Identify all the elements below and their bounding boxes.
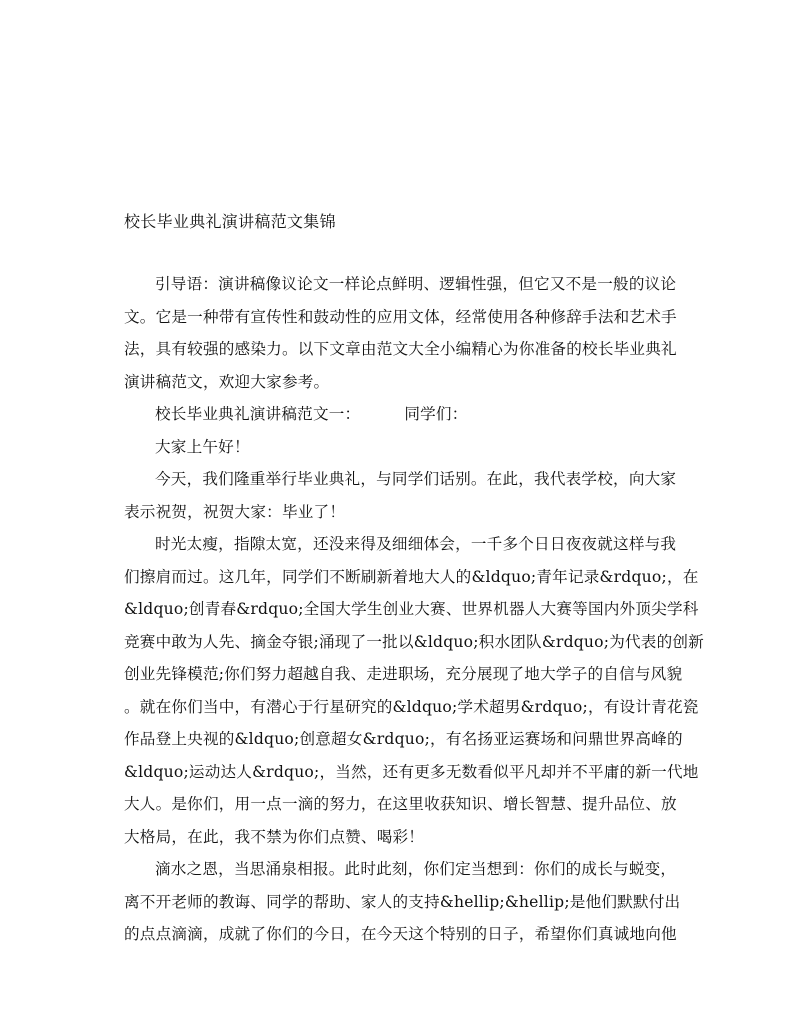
text-line: 大格局，在此，我不禁为你们点赞、喝彩！ [124,827,425,846]
greeting-line: 大家上午好！ [155,437,250,456]
text-line: 引导语：演讲稿像议论文一样论点鲜明、逻辑性强，但它又不是一般的议论 [155,275,677,293]
document-body [124,268,704,951]
text-line: 文。它是一种带有宣传性和鼓动性的应用文体，经常使用各种修辞手法和艺术手 [124,307,677,326]
text-line: 法，具有较强的感染力。以下文章由范文大全小编精心为你准备的校长毕业典礼 [124,340,677,358]
text-line: 们擦肩而过。这几年，同学们不断刷新着地大人的&ldquo;青年记录&rdquo;，在 [124,567,699,586]
text-line: 的点点滴滴，成就了你们的今日，在今天这个特别的日子，希望你们真诚地向他 [124,925,677,943]
text-line-heading-row [124,398,684,431]
text-line: 竞赛中敢为人先、摘金夺银;涌现了一批以&ldquo;积水团队&rdquo;为代表的创新 [124,632,704,651]
text-line: 今天，我们隆重举行毕业典礼，与同学们话别。在此，我代表学校，向大家 [155,470,677,488]
text-line: 大人。是你们，用一点一滴的努力，在这里收获知识、增长智慧、提升品位、放 [124,795,677,813]
text-line: 表示祝贺，祝贺大家：毕业了！ [124,502,346,521]
section-heading: 校长毕业典礼演讲稿范文一： [155,405,361,423]
text-line: &ldquo;创青春&rdquo;全国大学生创业大赛、世界机器人大赛等国内外顶尖学科 [124,600,699,618]
text-line: 时光太瘦，指隙太宽，还没来得及细细体会，一千多个日日夜夜就这样与我 [155,535,677,553]
text-line: 滴水之恩，当思涌泉相报。此时此刻，你们定当想到：你们的成长与蜕变， [155,860,677,878]
salutation: 同学们： [404,405,468,423]
text-line: 创业先锋模范;你们努力超越自我、走进职场，充分展现了地大学子的自信与风貌 [124,665,683,683]
text-line: 。就在你们当中，有潜心于行星研究的&ldquo;学术超男&rdquo;，有设计青花瓷 [124,697,699,716]
text-line: 离不开老师的教诲、同学的帮助、家人的支持&hellip;&hellip;是他们默默付出 [124,892,681,911]
text-line: &ldquo;运动达人&rdquo;，当然，还有更多无数看似平凡却并不平庸的新一代地 [124,762,699,781]
document-title: 校长毕业典礼演讲稿范文集锦 [124,212,336,231]
text-line: 演讲稿范文，欢迎大家参考。 [124,372,330,391]
text-line: 作品登上央视的&ldquo;创意超女&rdquo;，有名扬亚运赛场和问鼎世界高峰的 [124,730,683,748]
